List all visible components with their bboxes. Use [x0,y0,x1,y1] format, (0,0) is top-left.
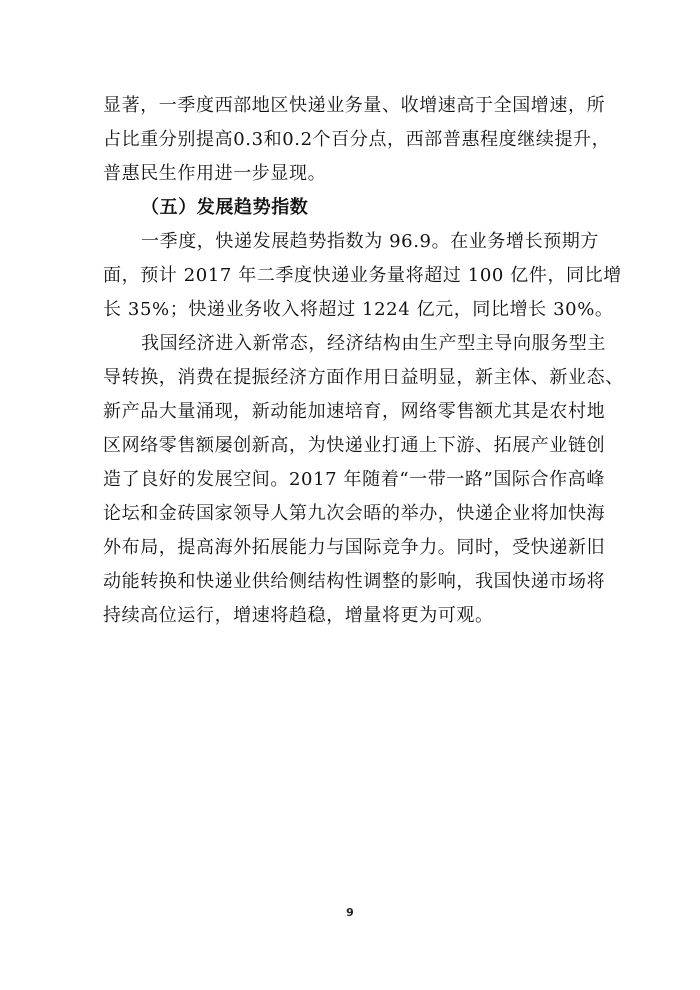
paragraph-3-line-8: 动能转换和快递业供给侧结构性调整的影响，我国快递市场将 [103,571,606,592]
paragraph-3-line-1: 我国经济进入新常态，经济结构由生产型主导向服务型主 [141,333,606,354]
paragraph-1-line-1: 显著，一季度西部地区快递业务量、收增速高于全国增速，所 [103,95,606,116]
paragraph-3-line-2: 导转换，消费在提振经济方面作用日益明显，新主体、新业态、 [103,367,624,388]
paragraph-3-line-7: 外布局，提高海外拓展能力与国际竞争力。同时，受快递新旧 [103,537,606,558]
page-number: 9 [346,906,354,919]
section-heading: （五）发展趋势指数 [141,197,309,218]
paragraph-1-line-3: 普惠民生作用进一步显现。 [103,163,327,184]
paragraph-3-line-5: 造了良好的发展空间。2017 年随着“一带一路”国际合作高峰 [103,469,605,490]
paragraph-1-line-2: 占比重分别提高0.3和0.2个百分点，西部普惠程度继续提升， [103,129,611,150]
paragraph-3-line-3: 新产品大量涌现，新动能加速培育，网络零售额尤其是农村地 [103,401,606,422]
paragraph-3-line-9: 持续高位运行，增速将趋稳，增量将更为可观。 [103,605,494,626]
paragraph-3-line-6: 论坛和金砖国家领导人第九次会晤的举办，快递企业将加快海 [103,503,606,524]
paragraph-2-line-1: 一季度，快递发展趋势指数为 96.9。在业务增长预期方 [141,231,599,252]
paragraph-2-line-2: 面，预计 2017 年二季度快递业务量将超过 100 亿件，同比增 [103,265,622,286]
paragraph-3-line-4: 区网络零售额屡创新高，为快递业打通上下游、拓展产业链创 [103,435,606,456]
paragraph-2-line-3: 长 35%；快递业务收入将超过 1224 亿元，同比增长 30%。 [103,299,614,320]
